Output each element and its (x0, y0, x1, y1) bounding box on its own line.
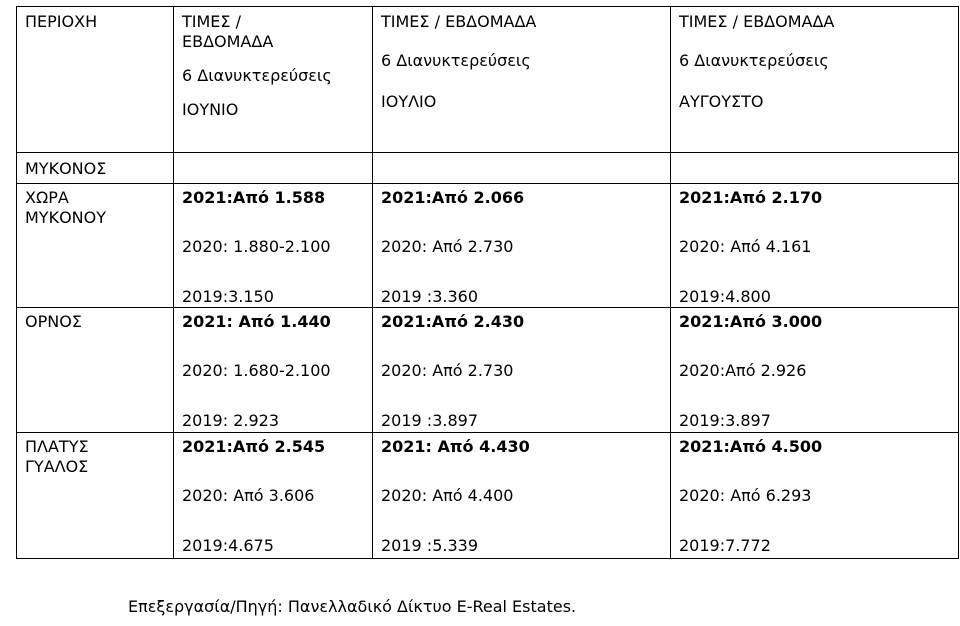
price-2019: 2019 :5.339 (381, 536, 478, 555)
price-2020: 2020: Από 3.606 (182, 486, 315, 505)
header-august-month: ΑΥΓΟΥΣΤΟ (679, 92, 764, 111)
price-2020: 2020: Από 6.293 (679, 486, 812, 505)
price-2019: 2019:4.675 (182, 536, 274, 555)
header-june-auctions: 6 Διανυκτερεύσεις (182, 66, 332, 85)
area-cell (17, 184, 174, 308)
header-august-auctions: 6 Διανυκτερεύσεις (679, 51, 829, 70)
price-2019: 2019 :3.897 (381, 411, 478, 430)
header-june-title (182, 12, 364, 32)
price-2019: 2019:3.897 (679, 411, 771, 430)
price-2021: 2021:Από 2.430 (381, 312, 525, 331)
price-2019: 2019: 2.923 (182, 411, 279, 430)
header-august-title: ΤΙΜΕΣ / ΕΒΔΟΜΑΔΑ (679, 12, 835, 31)
area-cell (17, 433, 174, 559)
island-label: ΜΥΚΟΝΟΣ (25, 159, 107, 178)
header-july (373, 7, 671, 153)
price-2021: 2021: Από 1.440 (182, 312, 331, 331)
header-july-auctions: 6 Διανυκτερεύσεις (381, 51, 531, 70)
area-label-a: ΟΡΝΟΣ (25, 312, 82, 331)
header-june-title-a: ΤΙΜΕΣ (182, 12, 231, 31)
island-empty-august (671, 153, 959, 184)
price-2020: 2020: Από 4.400 (381, 486, 514, 505)
price-cell-july (373, 308, 671, 433)
header-july-month: ΙΟΥΛΙΟ (381, 92, 437, 111)
price-cell-july (373, 184, 671, 308)
header-row (17, 7, 959, 153)
area-label-a: ΧΩΡΑ (25, 188, 69, 207)
area-label-a: ΠΛΑΤΥΣ (25, 437, 89, 456)
table-row (17, 433, 959, 559)
island-row (17, 153, 959, 184)
price-cell-june (174, 433, 373, 559)
header-area-label: ΠΕΡΙΟΧΗ (25, 12, 98, 31)
price-2021: 2021: Από 4.430 (381, 437, 530, 456)
price-2020: 2020: 1.880-2.100 (182, 237, 331, 256)
price-2019: 2019 :3.360 (381, 287, 478, 306)
area-cell (17, 308, 174, 433)
price-2019: 2019:3.150 (182, 287, 274, 306)
area-label-b: ΜΥΚΟΝΟΥ (25, 208, 106, 227)
price-2020: 2020: Από 2.730 (381, 237, 514, 256)
island-cell (17, 153, 174, 184)
price-2019: 2019:4.800 (679, 287, 771, 306)
header-june-title-b: ΕΒΔΟΜΑΔΑ (182, 32, 274, 51)
price-2020: 2020: Από 2.730 (381, 361, 514, 380)
area-label-b: ΓΥΑΛΟΣ (25, 457, 89, 476)
price-cell-june (174, 184, 373, 308)
island-empty-july (373, 153, 671, 184)
price-2020: 2020: 1.680-2.100 (182, 361, 331, 380)
island-empty-june (174, 153, 373, 184)
price-cell-august (671, 308, 959, 433)
price-2020: 2020:Από 2.926 (679, 361, 807, 380)
price-cell-august (671, 433, 959, 559)
price-2021: 2021:Από 1.588 (182, 188, 326, 207)
table-row (17, 184, 959, 308)
header-july-title: ΤΙΜΕΣ / ΕΒΔΟΜΑΔΑ (381, 12, 537, 31)
price-2021: 2021:Από 2.066 (381, 188, 525, 207)
header-area (17, 7, 174, 153)
price-2019: 2019:7.772 (679, 536, 771, 555)
header-june (174, 7, 373, 153)
price-cell-july (373, 433, 671, 559)
table-row (17, 308, 959, 433)
price-2021: 2021:Από 3.000 (679, 312, 823, 331)
price-table (16, 6, 959, 559)
price-cell-june (174, 308, 373, 433)
price-2021: 2021:Από 2.170 (679, 188, 823, 207)
header-june-title-sep: / (235, 12, 241, 31)
header-august (671, 7, 959, 153)
source-caption: Επεξεργασία/Πηγή: Πανελλαδικό Δίκτυο E-Real Estates. (128, 597, 577, 616)
price-2021: 2021:Από 4.500 (679, 437, 823, 456)
price-cell-august (671, 184, 959, 308)
header-june-month: ΙΟΥΝΙΟ (182, 100, 239, 119)
price-2020: 2020: Από 4.161 (679, 237, 812, 256)
price-2021: 2021:Από 2.545 (182, 437, 326, 456)
